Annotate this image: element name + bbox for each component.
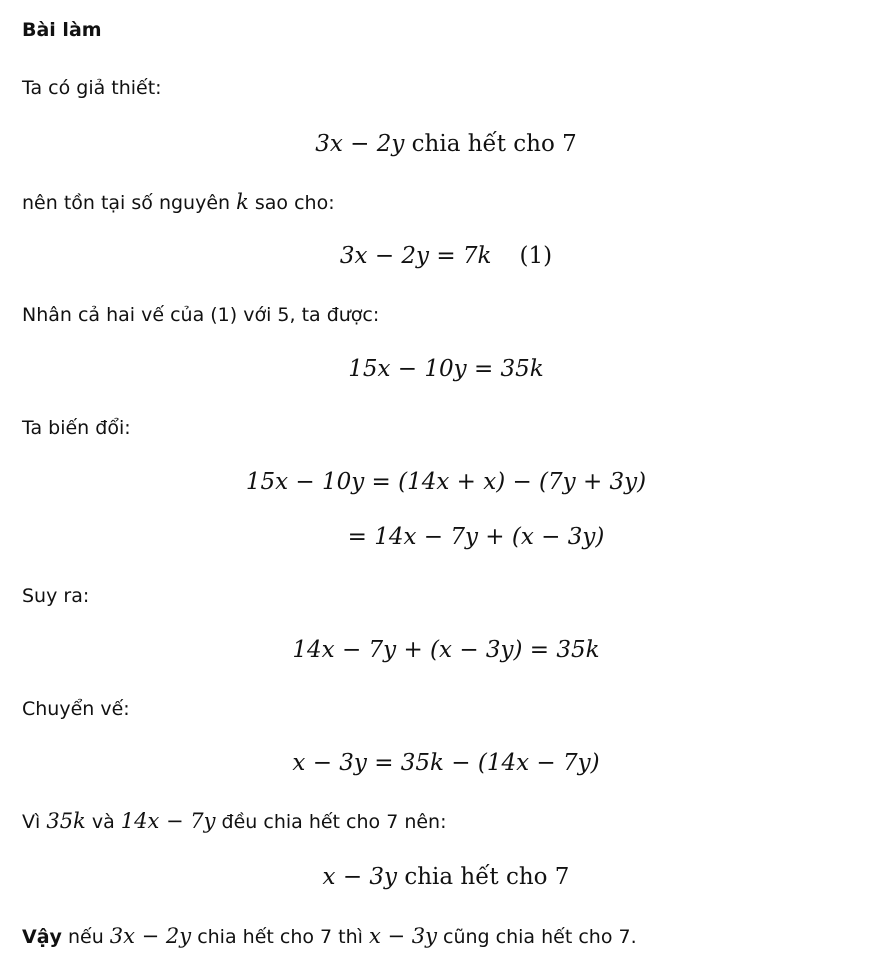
equation-expr: 3x − 2y bbox=[315, 131, 405, 157]
equation-transform-line2 bbox=[0, 522, 892, 552]
paragraph-deduce: Suy ra: bbox=[22, 585, 90, 607]
text-segment: đều chia hết cho 7 nên: bbox=[215, 811, 447, 833]
paragraph-transform: Ta biến đổi: bbox=[22, 417, 131, 439]
paragraph-because bbox=[22, 808, 447, 835]
equation-multiplied bbox=[0, 354, 892, 384]
equation-rearranged bbox=[0, 748, 892, 778]
solution-heading: Bài làm bbox=[22, 19, 102, 41]
math-inline: 3x − 2y bbox=[109, 924, 192, 948]
equation-1 bbox=[0, 241, 892, 271]
paragraph-final bbox=[22, 923, 637, 950]
text-segment: sao cho: bbox=[248, 192, 335, 214]
math-inline: x − 3y bbox=[368, 924, 437, 948]
equation-conclusion bbox=[0, 862, 892, 892]
equation-expr: 15x − 10y = 35k bbox=[348, 356, 544, 382]
text-segment: và bbox=[85, 811, 121, 833]
paragraph-rearrange: Chuyển vế: bbox=[22, 698, 130, 720]
paragraph-given: Ta có giả thiết: bbox=[22, 77, 162, 99]
equation-expr: x − 3y bbox=[322, 864, 398, 890]
equation-divisible-7 bbox=[0, 129, 892, 159]
equation-expr: 14x − 7y + (x − 3y) = 35k bbox=[292, 637, 600, 663]
text-segment: nếu bbox=[61, 926, 110, 948]
equation-expr: x − 3y = 35k − (14x − 7y) bbox=[292, 750, 600, 776]
equation-text: chia hết cho 7 bbox=[404, 131, 577, 157]
text-segment: cũng chia hết cho 7. bbox=[436, 926, 637, 948]
equation-expr: = 14x − 7y + (x − 3y) bbox=[347, 524, 605, 550]
equation-text: chia hết cho 7 bbox=[397, 864, 570, 890]
text-segment: Vì bbox=[22, 811, 47, 833]
paragraph-multiply: Nhân cả hai vế của (1) với 5, ta được: bbox=[22, 304, 380, 326]
text-bold: Vậy bbox=[22, 926, 62, 948]
equation-tag: (1) bbox=[519, 243, 553, 269]
math-inline: 14x − 7y bbox=[120, 809, 216, 833]
text-segment: chia hết cho 7 thì bbox=[191, 926, 369, 948]
math-var-k: k bbox=[236, 190, 249, 214]
equation-transform-line1 bbox=[0, 467, 892, 497]
text-segment: nên tồn tại số nguyên bbox=[22, 192, 237, 214]
math-inline: 35k bbox=[46, 809, 86, 833]
equation-expr: 15x − 10y = (14x + x) − (7y + 3y) bbox=[245, 469, 647, 495]
paragraph-exists-k bbox=[22, 189, 335, 216]
equation-expr: 3x − 2y = 7k bbox=[339, 243, 492, 269]
equation-deduced bbox=[0, 635, 892, 665]
